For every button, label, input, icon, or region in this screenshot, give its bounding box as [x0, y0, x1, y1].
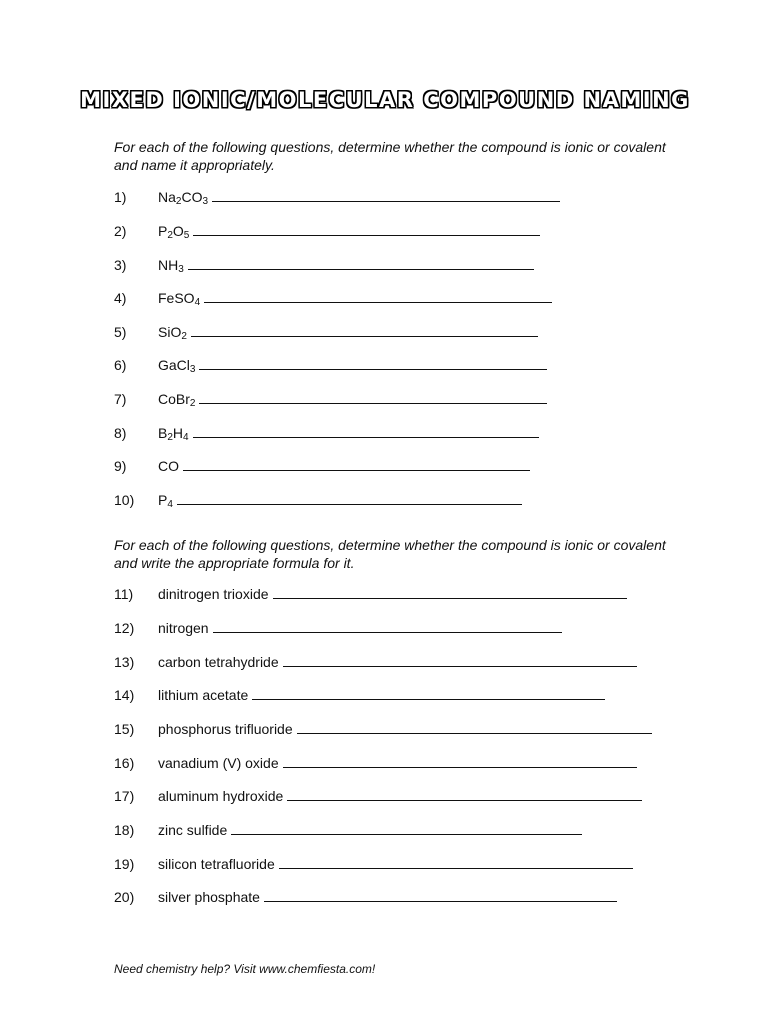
label-text: aluminum hydroxide	[158, 788, 284, 804]
label-text: P	[158, 492, 168, 508]
question-label	[158, 889, 260, 905]
question-label	[158, 586, 269, 602]
question-20	[114, 888, 617, 906]
subscript: 2	[167, 230, 173, 241]
label-text: Na	[158, 189, 176, 205]
question-label	[158, 687, 248, 703]
question-4	[114, 289, 552, 307]
label-text: P	[158, 223, 168, 239]
question-label	[158, 788, 283, 804]
question-label	[158, 755, 279, 771]
answer-blank[interactable]	[183, 469, 530, 471]
answer-blank[interactable]	[252, 698, 605, 700]
question-label	[158, 822, 227, 838]
answer-blank[interactable]	[283, 766, 637, 768]
label-text: FeSO	[158, 290, 195, 306]
question-label	[158, 357, 195, 373]
question-7	[114, 390, 547, 408]
question-number: 13)	[114, 654, 135, 670]
question-12	[114, 619, 562, 637]
label-text: dinitrogen trioxide	[158, 586, 269, 602]
question-label	[158, 391, 195, 407]
answer-blank[interactable]	[199, 368, 547, 370]
question-8	[114, 424, 539, 442]
question-label	[158, 223, 189, 239]
question-label	[158, 290, 200, 306]
question-number: 3)	[114, 257, 127, 273]
question-2	[114, 222, 540, 240]
answer-blank[interactable]	[193, 436, 539, 438]
subscript: 2	[175, 196, 182, 207]
answer-blank[interactable]	[283, 665, 637, 667]
subscript: 2	[181, 331, 187, 342]
label-text: B	[158, 425, 168, 441]
answer-blank[interactable]	[177, 503, 522, 505]
question-label	[158, 492, 173, 508]
answer-blank[interactable]	[193, 234, 540, 236]
question-number: 4)	[114, 290, 127, 306]
label-text: silicon tetrafluoride	[158, 856, 275, 872]
question-number: 20)	[114, 889, 135, 905]
question-number: 16)	[114, 755, 135, 771]
question-18	[114, 821, 582, 839]
question-16	[114, 754, 637, 772]
label-text: CO	[158, 458, 179, 474]
question-number: 11)	[114, 586, 134, 602]
question-number: 18)	[114, 822, 135, 838]
question-14	[114, 686, 605, 704]
answer-blank[interactable]	[212, 200, 560, 202]
question-label	[158, 458, 179, 474]
label-text: H	[172, 425, 184, 441]
label-text: nitrogen	[158, 620, 209, 636]
label-text: zinc sulfide	[158, 822, 228, 838]
question-10	[114, 491, 522, 509]
question-number: 15)	[114, 721, 135, 737]
answer-blank[interactable]	[287, 799, 642, 801]
subscript: 3	[202, 196, 209, 207]
subscript: 2	[189, 398, 196, 409]
question-15	[114, 720, 652, 738]
answer-blank[interactable]	[188, 268, 534, 270]
question-number: 10)	[114, 492, 135, 508]
footer-note: Need chemistry help? Visit www.chemfiesta.com!	[114, 962, 376, 976]
question-19	[114, 855, 633, 873]
subscript: 3	[189, 364, 196, 375]
question-label	[158, 654, 279, 670]
question-label	[158, 856, 275, 872]
question-label	[158, 425, 189, 441]
label-text: vanadium (V) oxide	[158, 755, 279, 771]
label-text: O	[172, 223, 184, 239]
question-6	[114, 356, 547, 374]
question-label	[158, 189, 208, 205]
question-5	[114, 323, 538, 341]
answer-blank[interactable]	[191, 335, 538, 337]
label-text: phosphorus trifluoride	[158, 721, 293, 737]
question-number: 12)	[114, 620, 135, 636]
subscript: 4	[167, 499, 173, 510]
question-number: 5)	[114, 324, 127, 340]
question-3	[114, 256, 534, 274]
question-13	[114, 653, 637, 671]
question-number: 8)	[114, 425, 127, 441]
subscript: 3	[178, 264, 184, 275]
label-text: carbon tetrahydride	[158, 654, 279, 670]
subscript: 2	[167, 432, 173, 443]
subscript: 5	[183, 230, 190, 241]
question-number: 1)	[114, 189, 127, 205]
question-1	[114, 188, 560, 206]
section-2-instructions: For each of the following questions, determine whether the compound is ionic or covalent and write the appropriate formula for it.	[114, 537, 666, 571]
answer-blank[interactable]	[199, 402, 547, 404]
answer-blank[interactable]	[264, 900, 617, 902]
label-text: lithium acetate	[158, 687, 249, 703]
question-number: 7)	[114, 391, 127, 407]
question-label	[158, 257, 184, 273]
question-label	[158, 324, 187, 340]
label-text: GaCl	[158, 357, 190, 373]
label-text: CoBr	[158, 391, 190, 407]
answer-blank[interactable]	[279, 867, 633, 869]
question-17	[114, 787, 642, 805]
answer-blank[interactable]	[213, 631, 562, 633]
question-number: 9)	[114, 458, 127, 474]
answer-blank[interactable]	[297, 732, 652, 734]
section-1-instructions: For each of the following questions, determine whether the compound is ionic or covalent and name it appropriately.	[114, 139, 666, 173]
question-9	[114, 457, 530, 475]
question-number: 2)	[114, 223, 127, 239]
question-number: 6)	[114, 357, 127, 373]
question-11	[114, 585, 627, 603]
question-number: 19)	[114, 856, 135, 872]
label-text: CO	[181, 189, 203, 205]
subscript: 4	[194, 297, 201, 308]
question-number: 17)	[114, 788, 135, 804]
label-text: silver phosphate	[158, 889, 260, 905]
question-number: 14)	[114, 687, 135, 703]
answer-blank[interactable]	[231, 833, 582, 835]
worksheet-title: MIXED IONIC/MOLECULAR COMPOUND NAMING	[80, 88, 690, 112]
subscript: 4	[183, 432, 189, 443]
question-label	[158, 620, 209, 636]
label-text: NH	[158, 257, 179, 273]
label-text: SiO	[158, 324, 182, 340]
question-label	[158, 721, 293, 737]
answer-blank[interactable]	[204, 301, 552, 303]
answer-blank[interactable]	[273, 597, 627, 599]
